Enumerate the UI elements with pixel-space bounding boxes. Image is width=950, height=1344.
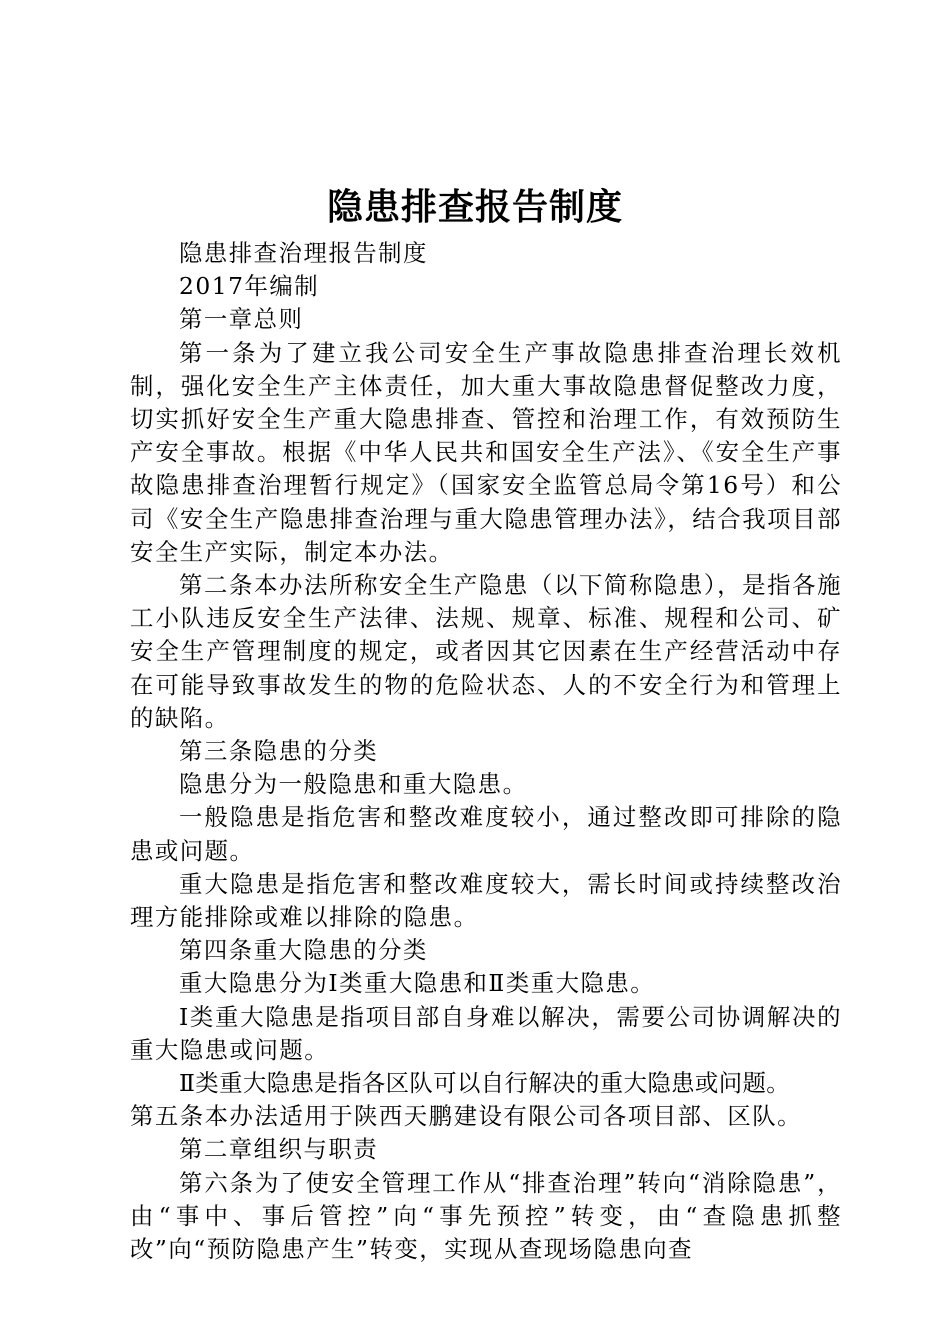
paragraph-general-hazard: 一般隐患是指危害和整改难度较小，通过整改即可排除的隐患或问题。 [130,803,842,865]
paragraph-class-2: Ⅱ类重大隐患是指各区队可以自行解决的重大隐患或问题。 [179,1069,791,1098]
paragraph-major-hazard-classes: 重大隐患分为Ⅰ类重大隐患和Ⅱ类重大隐患。 [179,969,656,998]
paragraph-article-5: 第五条本办法适用于陕西天鹏建设有限公司各项目部、区队。 [130,1102,803,1131]
chapter-heading-1: 第一章总则 [179,305,304,334]
paragraph-article-2: 第二条本办法所称安全生产隐患（以下简称隐患），是指各施工小队违反安全生产法律、法规、规章、标准、规程和公司、矿安全生产管理制度的规定，或者因其它因素在生产经营活动中存在可能导致事故发生的物的危险状态、人的不安全行为和管理上的缺陷。 [130,571,842,732]
paragraph-hazard-types: 隐患分为一般隐患和重大隐患。 [179,770,528,799]
paragraph-article-6: 第六条为了使安全管理工作从“排查治理”转向“消除隐患”，由“事中、事后管控”向“事先预控”转变，由“查隐患抓整改”向“预防隐患产生”转变，实现从查现场隐患向查 [130,1168,842,1264]
chapter-heading-2: 第二章组织与职责 [179,1135,379,1164]
paragraph-subtitle: 隐患排查治理报告制度 [179,239,428,267]
paragraph-class-1: Ⅰ类重大隐患是指项目部自身难以解决，需要公司协调解决的重大隐患或问题。 [130,1002,842,1064]
document-body [130,237,842,1266]
paragraph-article-1: 第一条为了建立我公司安全生产事故隐患排查治理长效机制，强化安全生产主体责任，加大重大事故隐患督促整改力度，切实抓好安全生产重大隐患排查、管控和治理工作，有效预防生产安全事故。根据《中华人民共和国安全生产法》、《安全生产事故隐患排查治理暂行规定》（国家安全监管总局令第16号）和公司《安全生产隐患排查治理与重大隐患管理办法》，结合我项目部安全生产实际，制定本办法。 [130,338,842,566]
paragraph-year: 2017年编制 [179,272,320,301]
paragraph-major-hazard: 重大隐患是指危害和整改难度较大，需长时间或持续整改治理方能排除或难以排除的隐患。 [130,869,842,932]
paragraph-article-3-heading: 第三条隐患的分类 [179,737,379,766]
paragraph-article-4-heading: 第四条重大隐患的分类 [179,936,428,965]
document-title: 隐患排查报告制度 [326,187,623,228]
